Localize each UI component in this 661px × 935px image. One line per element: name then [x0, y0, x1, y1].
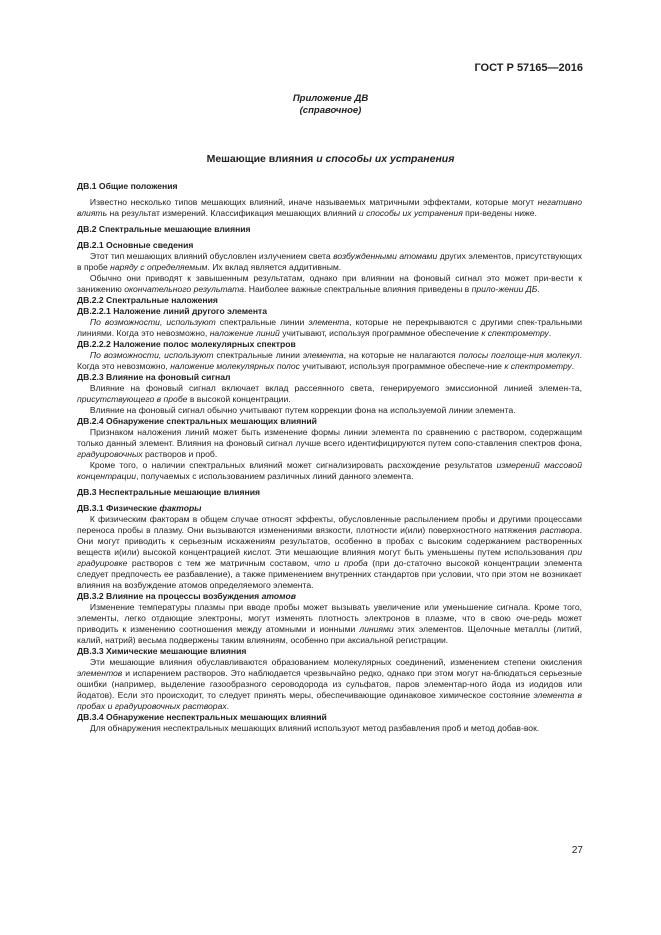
document-body: [77, 181, 582, 734]
heading-dv32: ДВ.3.2 Влияние на процессы возбуждения атомов: [77, 591, 296, 601]
annex-title: Приложение ДВ: [292, 93, 369, 104]
paragraph: Известно несколько типов мешающих влияний, иначе называемых матричными эффектами, которые могут негативно влиять на результат измерений. Классификация мешающих влияний и способы их устранения при-ведены ниже.: [77, 197, 582, 218]
annex-heading: [0, 93, 661, 117]
title-part-a: Мешающие влияния: [206, 153, 317, 165]
heading-dv22: ДВ.2.2 Спектральные наложения: [77, 295, 218, 305]
annex-status: (справочное): [299, 105, 362, 116]
paragraph: К физическим факторам в общем случае относят эффекты, обусловленные распылением пробы и другими процессами переноса пробы в плазму. Они вызываются изменениями вязкости, плотности и(или) поверхностного натяжения раствора. Они могут приводить к серьезным искажениям результатов, особенно в пробах с высоким содержанием растворенных веществ и(или) высокой концентрацией кислот. Эти мешающие влияния могут быть уменьшены путем использования при градуировке растворов с тем же матричным составом, что и проба (при до-статочно высокой концентрации элемента следует предпочесть ее разбавление), а также применением внутренних стандартов при условии, что при этом не возникает влияния на возбуждение атомов определяемого элемента.: [77, 514, 583, 590]
heading-dv21: ДВ.2.1 Основные сведения: [77, 240, 194, 250]
title-part-b: и способы их устранения: [316, 153, 455, 165]
paragraph: Этот тип мешающих влияний обусловлен излучением света возбужденными атомами других элементов, присутствующих в пробе наряду с определяемым. Их вклад является аддитивным.: [77, 251, 582, 272]
heading-dv34: ДВ.3.4 Обнаружение неспектральных мешающих влияний: [77, 712, 327, 722]
heading-dv222: ДВ.2.2.2 Наложение полос молекулярных спектров: [77, 339, 296, 349]
document-code: ГОСТ Р 57165—2016: [474, 62, 583, 74]
heading-dv24: ДВ.2.4 Обнаружение спектральных мешающих влияний: [77, 416, 317, 426]
paragraph: По возможности, используют спектральные линии элемента, которые не перекрываются с другими спек-тральными линиями. Когда это невозможно, наложение линий учитывают, используя программное обеспечение к спектрометру.: [77, 317, 582, 338]
paragraph: По возможности, используют спектральные линии элемента, на которые не налагаются полосы поглоще-ния молекул. Когда это невозможно, наложение молекулярных полос учитывают, используя программное обеспече-ние к спектрометру.: [77, 350, 582, 371]
heading-dv33: ДВ.3.3 Химические мешающие влияния: [77, 646, 247, 656]
paragraph: Влияние на фоновый сигнал обычно учитывают путем коррекции фона на используемой линии элемента.: [89, 405, 516, 415]
paragraph: Влияние на фоновый сигнал включает вклад рассеянного света, генерируемого эмиссионной линией элемен-та, присутствующего в пробе в высокой концентрации.: [77, 383, 582, 404]
paragraph: Изменение температуры плазмы при вводе пробы может вызывать увеличение или уменьшение сигнала. Кроме того, элементы, легко отдающие электроны, могут изменять плотность электронов в плазме, что в свою оче-редь может приводить к изменению соотношения между атомными и ионными линиями этих элементов. Щелочные металлы (литий, калий, натрий) весьма подвержены таким влияниям, особенно при аксиальной регистрации.: [77, 602, 582, 645]
heading-dv31: ДВ.3.1 Физические факторы: [77, 503, 202, 513]
heading-dv221: ДВ.2.2.1 Наложение линий другого элемента: [77, 306, 268, 316]
heading-dv23: ДВ.2.3 Влияние на фоновый сигнал: [77, 372, 231, 382]
paragraph: Для обнаружения неспектральных мешающих влияний используют метод разбавления проб и метод добав-вок.: [89, 723, 540, 733]
page-number: 27: [571, 845, 583, 856]
heading-dv1: ДВ.1 Общие положения: [77, 181, 178, 191]
paragraph: Эти мешающие влияния обуславливаются образованием молекулярных соединений, изменением степени окисления элементов и испарением растворов. Это наблюдается чрезвычайно редко, однако при этом могут на-блюдаться серьезные ошибки (например, выделение газообразного сероводорода из сульфатов, паров элементар-ного йода из иодидов или йодатов). Если это происходит, то следует принять меры, обеспечивающие одинаковое химическое состояние элемента в пробах и градуировочных растворах.: [77, 657, 582, 711]
heading-dv2: ДВ.2 Спектральные мешающие влияния: [77, 224, 251, 234]
paragraph: Обычно они приводят к завышенным результатам, однако при влиянии на фоновый сигнал это может при-вести к занижению окончательного результата. Наиболее важные спектральные влияния приведены в прило-жении ДБ.: [77, 273, 582, 294]
heading-dv3: ДВ.3 Неспектральные мешающие влияния: [77, 487, 261, 497]
paragraph: Кроме того, о наличии спектральных влияний может сигнализировать расхождение результатов измерений массовой концентрации, получаемых с использованием различных линий данного элемента.: [77, 460, 582, 481]
paragraph: Признаком наложения линий может быть изменение формы линии элемента по сравнению с раствором, содержащим только данный элемент. Влияния на фоновый сигнал лучше всего идентифицируются путем сопо-ставления спектров фона, градуировочных растворов и проб.: [77, 427, 582, 459]
section-title: [0, 153, 661, 165]
